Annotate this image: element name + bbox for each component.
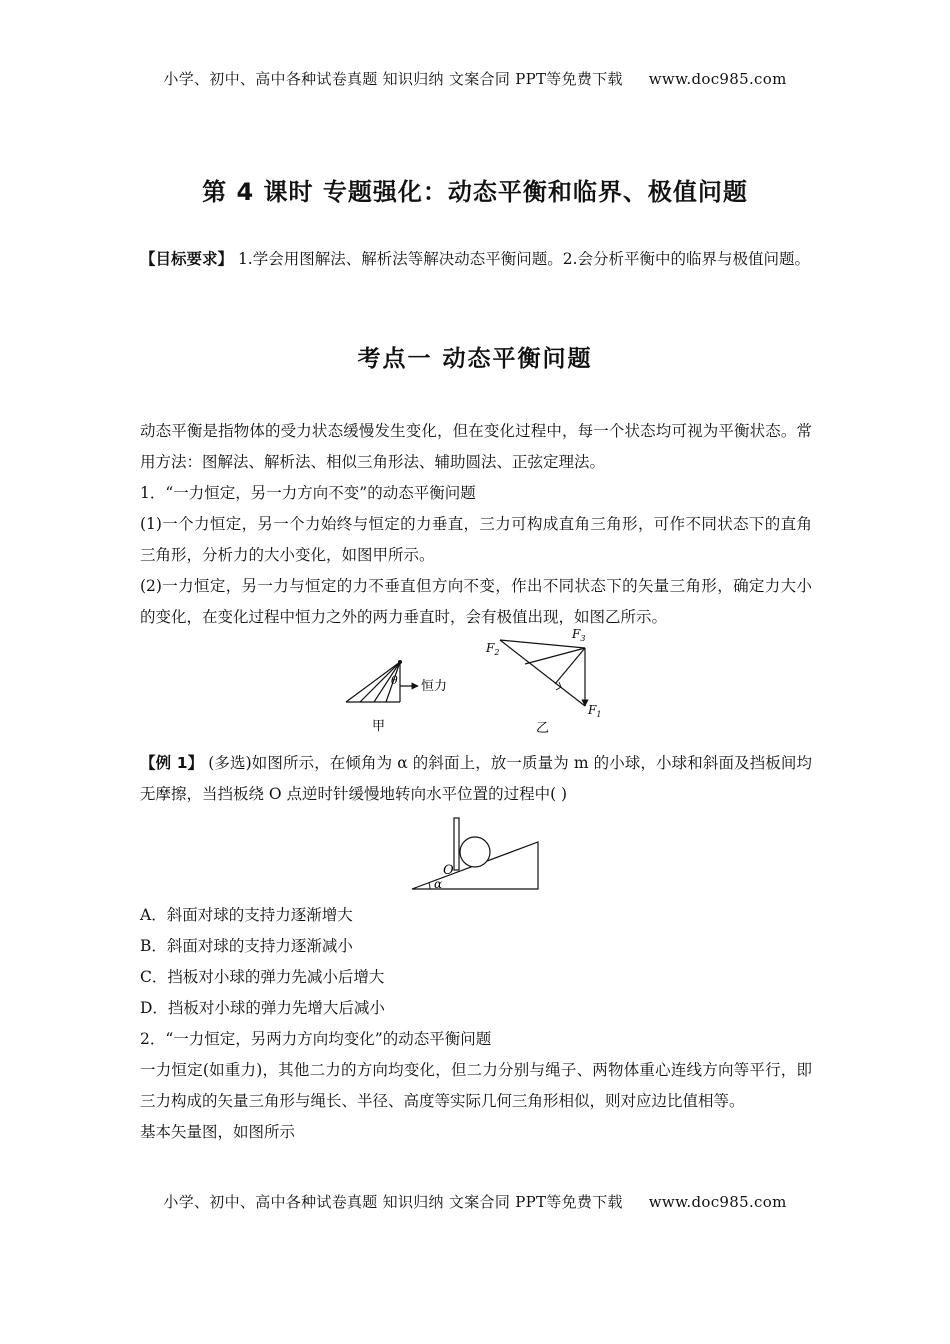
part2-paragraph: 一力恒定(如重力)，其他二力的方向均变化，但二力分别与绳子、两物体重心连线方向等平行，即三力构成的矢量三角形与绳长、半径、高度等实际几何三角形相似，则对应边比值相等。: [140, 1061, 812, 1110]
options-and-part2: [140, 900, 812, 1148]
jia-vertex-dot: [398, 660, 402, 664]
header-site[interactable]: www.doc985.com: [648, 70, 787, 88]
caption-yi: 乙: [536, 721, 550, 736]
intro-block: [140, 416, 812, 633]
baffle-board: [454, 818, 459, 870]
option-a: A．斜面对球的支持力逐渐增大: [140, 906, 353, 924]
f2-label: $F_2$: [486, 641, 500, 657]
goal-text: 1.学会用图解法、解析法等解决动态平衡问题。2.会分析平衡中的临界与极值问题。: [233, 250, 811, 268]
intro-heading-1: 1．“一力恒定，另一力方向不变”的动态平衡问题: [140, 484, 476, 502]
intro-item-2: (2)一力恒定，另一力与恒定的力不垂直但方向不变，作出不同状态下的矢量三角形，确定力大小的变化，在变化过程中恒力之外的两力垂直时，会有极值出现，如图乙所示。: [140, 577, 812, 626]
option-c: C．挡板对小球的弹力先减小后增大: [140, 968, 385, 986]
figure-incline: [406, 812, 546, 894]
lesson-title: 第 4 课时 专题强化：动态平衡和临界、极值问题: [202, 178, 748, 206]
alpha-label: α: [434, 877, 443, 891]
example-text: (多选)如图所示，在倾角为 α 的斜面上，放一质量为 m 的小球，小球和斜面及挡板间均无摩擦，当挡板绕 O 点逆时针缓慢地转向水平位置的过程中( ): [140, 754, 812, 803]
part2-figure-lead: 基本矢量图，如图所示: [140, 1123, 296, 1141]
page-header: [0, 68, 950, 89]
page-footer: [0, 1191, 950, 1212]
goal-tag: 【目标要求】: [140, 250, 234, 268]
figure-yi: [500, 640, 585, 706]
f3-label: $F_3$: [572, 627, 586, 643]
part2-heading: 2．“一力恒定，另两力方向均变化”的动态平衡问题: [140, 1030, 492, 1048]
example-tag: 【例 1】: [140, 754, 204, 772]
o-label: O: [443, 863, 454, 878]
footer-site[interactable]: www.doc985.com: [648, 1193, 787, 1211]
example-1: [140, 748, 812, 810]
intro-item-1: (1)一个力恒定，另一个力始终与恒定的力垂直，三力可构成直角三角形，可作不同状态下的直角三角形，分析力的大小变化，如图甲所示。: [140, 515, 812, 564]
constant-force-label: 恒力: [421, 679, 448, 694]
header-text: 小学、初中、高中各种试卷真题 知识归纳 文案合同 PPT等免费下载: [163, 70, 623, 88]
theta-label: θ: [391, 674, 398, 687]
figure-jia: [346, 662, 418, 702]
option-b: B．斜面对球的支持力逐渐减小: [140, 937, 353, 955]
figure-jia-yi: [330, 624, 630, 744]
f1-label: $F_1$: [588, 703, 602, 719]
ball: [460, 837, 490, 867]
goal-paragraph: [140, 244, 812, 275]
option-d: D．挡板对小球的弹力先增大后减小: [140, 999, 385, 1017]
caption-jia: 甲: [372, 719, 386, 734]
section-title: 考点一 动态平衡问题: [357, 346, 593, 372]
footer-text: 小学、初中、高中各种试卷真题 知识归纳 文案合同 PPT等免费下载: [163, 1193, 623, 1211]
intro-paragraph: 动态平衡是指物体的受力状态缓慢发生变化，但在变化过程中，每一个状态均可视为平衡状态。常用方法：图解法、解析法、相似三角形法、辅助圆法、正弦定理法。: [140, 422, 812, 471]
alpha-arc: [429, 883, 430, 889]
